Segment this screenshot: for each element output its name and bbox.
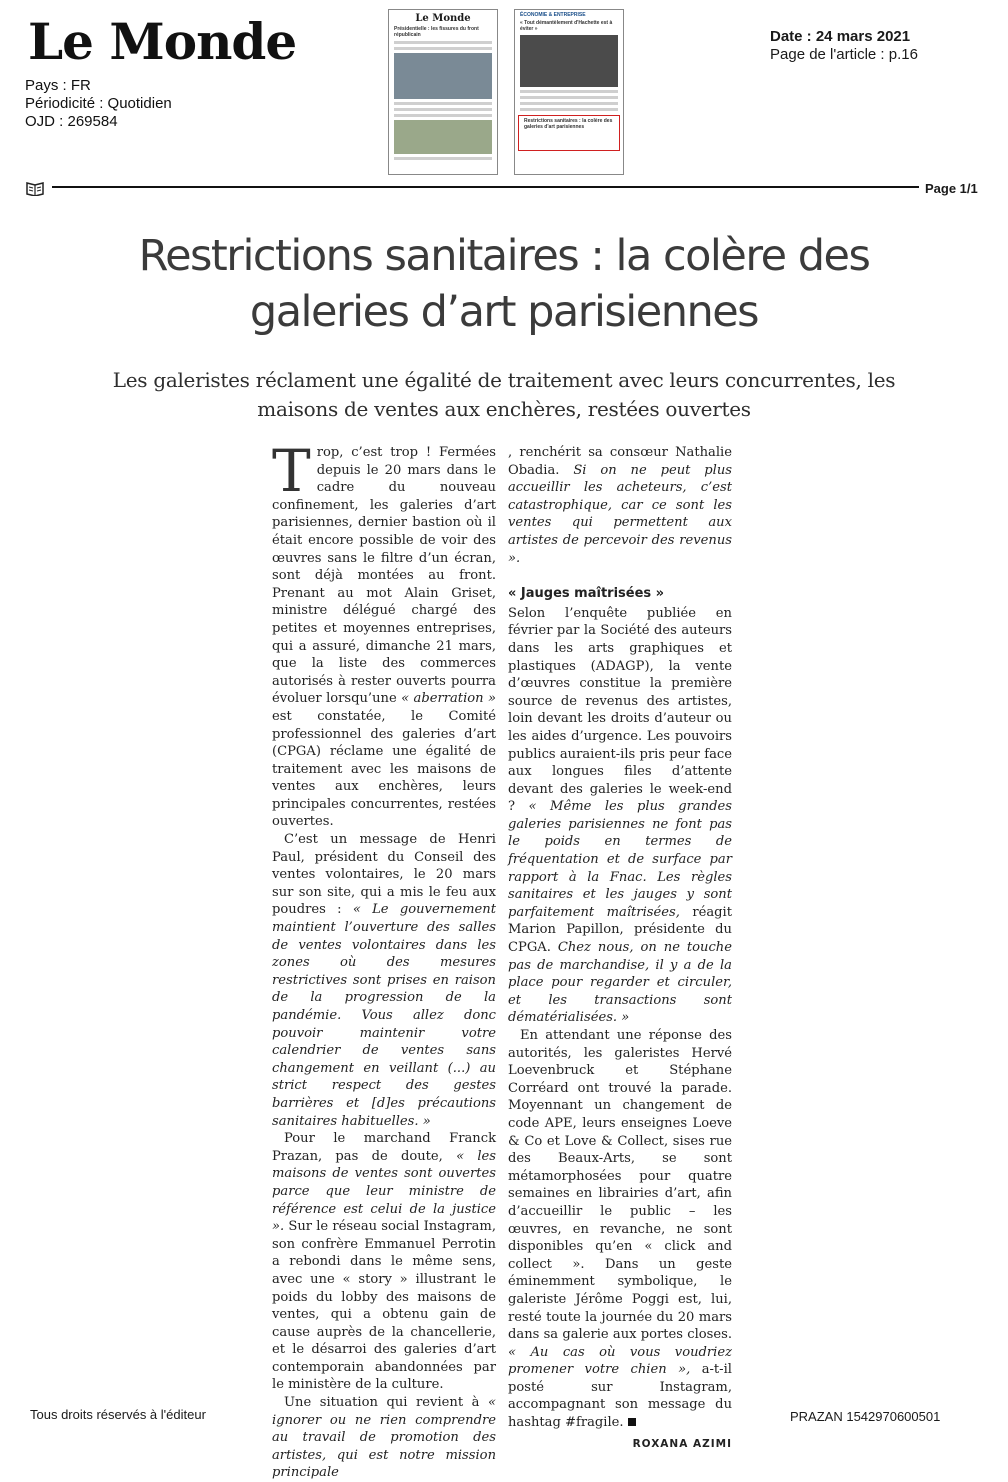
front-page-thumbnail[interactable] bbox=[388, 9, 498, 175]
paragraph-4-start: Une situation qui revient à « ignorer ou ne rien comprendre au travail de promotion des artistes, qui est notre mission principale bbox=[272, 1395, 496, 1481]
paragraph-1: Trop, c’est trop ! Fermées depuis le 20 mars dans le cadre du nouveau confinement, les galeries d’art parisiennes, dernier bastion où il était encore possible de voir des œuvres sans le filtre d’un écran, sont déjà montées au front. Prenant au mot Alain Griset, ministre délégué chargé des petites et moyennes entreprises, qui a assuré, dimanche 21 mars, que la liste des commerces autorisés à rester ouverts pourra évoluer lorsqu’une « aberration » est constatée, le Comité professionnel des galeries d’art (CPGA) réclame une égalité de traitement avec les maisons de ventes aux enchères, leurs principales concurrentes, restées ouvertes. bbox=[272, 437, 496, 830]
article-subhead: Les galeristes réclament une égalité de traitement avec leurs concurrentes, les maisons de ventes aux enchères, restées ouvertes bbox=[112, 368, 896, 421]
article-headline: Restrictions sanitaires : la colère des galeries d’art parisiennes bbox=[138, 231, 870, 337]
page-number: Page 1/1 bbox=[925, 181, 978, 196]
book-icon bbox=[26, 180, 44, 196]
document-reference: PRAZAN 1542970600501 bbox=[790, 1409, 941, 1424]
thumb-article-caption: Restrictions sanitaires : la colère des galeries d'art parisiennes bbox=[524, 118, 613, 130]
meta-country: Pays : FR bbox=[25, 77, 91, 94]
meta-periodicity: Périodicité : Quotidien bbox=[25, 95, 172, 112]
end-mark-icon bbox=[628, 1418, 636, 1426]
thumb-logo: Le Monde bbox=[415, 13, 471, 24]
section-heading: « Jauges maîtrisées » bbox=[508, 586, 665, 602]
paragraph-6: En attendant une réponse des autorités, les galeristes Hervé Loevenbruck et Stéphane Corréard ont trouvé la parade. Moyennant un changement de code APE, leurs enseignes Loeve & Co et Love & Collect, sises rue des Beaux-Arts, se sont métamorphosées pour quatre semaines en librairies d’art, afin d’accueillir le public – les œuvres, en revanche, ne sont disponibles qu’en « click and collect ». Dans un geste éminemment symbolique, le galeriste Jérôme Poggi est, lui, resté toute la journée du 20 mars dans sa galerie aux portes closes. « Au cas où vous voudriez promener votre chien », a-t-il posté sur Instagram, accompagnant son message du hashtag #fragile. bbox=[508, 1028, 732, 1431]
article-date: Date : 24 mars 2021 bbox=[770, 28, 911, 45]
article-column-2 bbox=[508, 444, 732, 1453]
date-block bbox=[770, 28, 918, 64]
newspaper-logo: Le Monde bbox=[28, 12, 297, 71]
meta-ojd: OJD : 269584 bbox=[25, 113, 118, 130]
article-page-thumbnail[interactable] bbox=[514, 9, 624, 175]
thumb-section: ÉCONOMIE & ENTREPRISE bbox=[520, 12, 586, 18]
header-rule bbox=[52, 186, 919, 188]
article-page-ref: Page de l'article : p.16 bbox=[770, 46, 918, 63]
paragraph-4-cont: , renchérit sa consœur Nathalie Obadia. Si on ne peut plus accueillir les acheteurs, c’est catastrophique, car ce sont les ventes qui permettent aux artistes de percevoir des revenus ». bbox=[508, 445, 732, 566]
byline: ROXANA AZIMI bbox=[632, 1437, 732, 1450]
paragraph-5: Selon l’enquête publiée en février par la Société des auteurs dans les arts graphiques et plastiques (ADAGP), la vente d’œuvres constitue la première source de revenus des artistes, loin devant les droits d’auteur ou les aides d’urgence. Les pouvoirs publics auraient-ils pris peur face aux longues files d’attente devant des galeries le week-end ? « Même les plus grandes galeries parisiennes ne font pas le poids en termes de fréquentation et de surface par rapport à la Fnac. Les règles sanitaires et les jauges y sont parfaitement maîtrisées, réagit Marion Papillon, présidente du CPGA. Chez nous, on ne touche pas de marchandise, il y a de la place pour regarder et circuler, et les transactions sont dématérialisées. » bbox=[508, 605, 732, 1026]
article-column-1 bbox=[272, 437, 496, 1482]
paragraph-2: C’est un message de Henri Paul, président du Conseil des ventes volontaires, le 20 mars sur son site, qui a mis le feu aux poudres : « Le gouvernement maintient l’ouverture des salles de ventes volontaires dans les zones où des mesures restrictives sont prises en raison de la progression de la pandémie. Vous allez donc pouvoir maintenir votre calendrier de ventes sans changement en veillant (...) au strict respect des gestes barrières et [d]es précautions sanitaires habituelles. » bbox=[272, 832, 496, 1129]
highlighted-article-box bbox=[518, 115, 620, 151]
thumb-headline-2: « Tout démantèlement d'Hachette est à éviter » bbox=[520, 20, 613, 32]
publication-meta bbox=[25, 77, 172, 131]
copyright-notice: Tous droits réservés à l'éditeur bbox=[30, 1407, 206, 1422]
paragraph-3: Pour le marchand Franck Prazan, pas de doute, « les maisons de ventes sont ouvertes parce que leur ministre de référence est celui de la justice ». Sur le réseau social Instagram, son confrère Emmanuel Perrotin a rebondi dans le même sens, avec une « story » illustrant le poids du lobby des maisons de ventes, qui a obtenu gain de cause auprès de la chancellerie, et le désarroi des galeries d’art contemporain abandonnées par le ministère de la culture. bbox=[272, 1131, 496, 1393]
thumb-headline: Présidentielle : les fissures du front républicain bbox=[394, 26, 479, 38]
dropcap: T bbox=[272, 437, 311, 505]
